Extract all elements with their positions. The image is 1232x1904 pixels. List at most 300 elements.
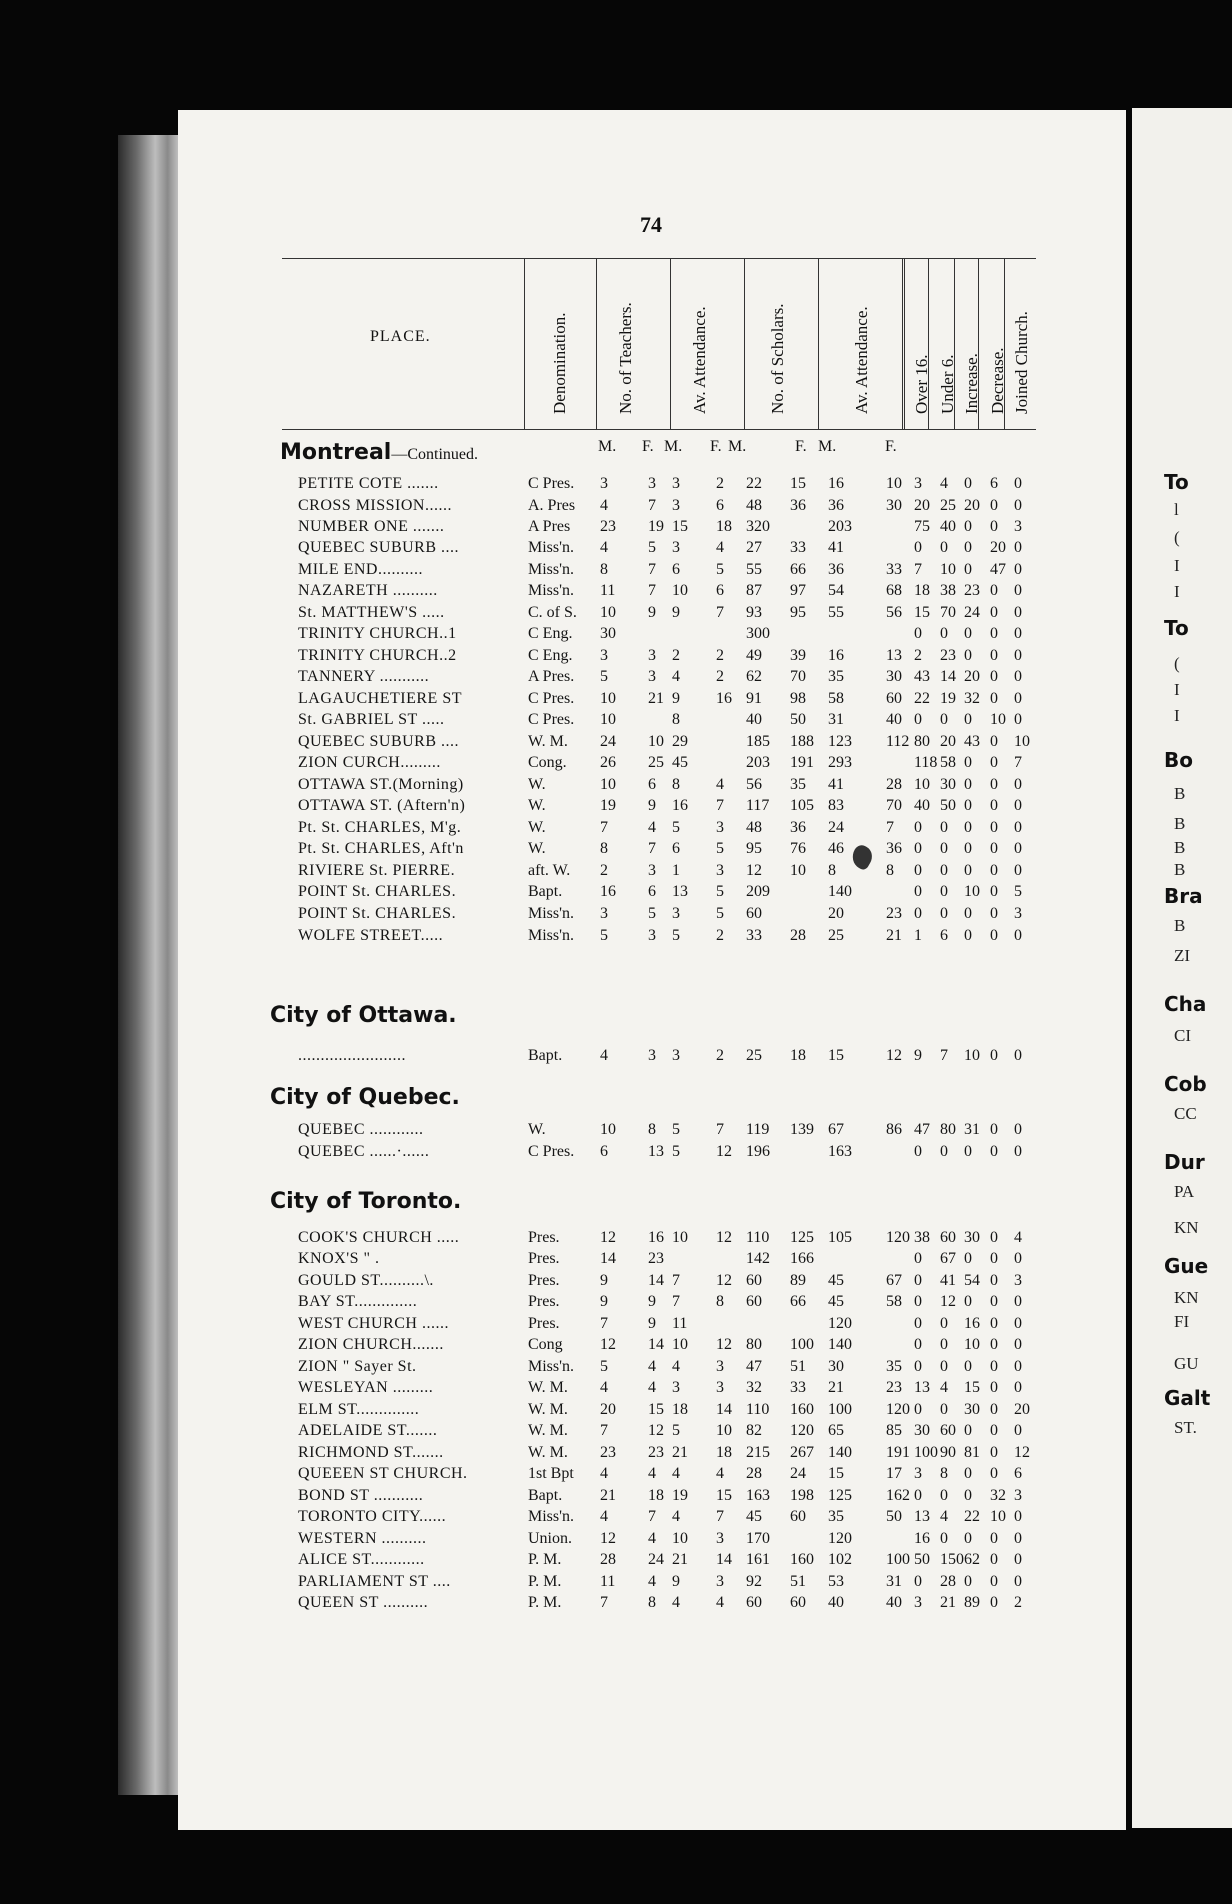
cell-pf: 12 xyxy=(886,1047,902,1064)
cell-u6: 38 xyxy=(940,582,956,599)
cell-jc: 3 xyxy=(1014,1487,1022,1504)
cell-inc: 10 xyxy=(964,1047,980,1064)
cell-inc: 62 xyxy=(964,1551,980,1568)
cell-place: TORONTO CITY...... xyxy=(298,1508,447,1525)
cell-denom: Bapt. xyxy=(528,883,563,900)
cell-inc: 0 xyxy=(964,1143,972,1160)
teachers-attendance-header: Av. Attendance. xyxy=(690,306,709,414)
table-row xyxy=(0,1293,1140,1314)
cell-am: 1 xyxy=(672,862,680,879)
cell-o16: 43 xyxy=(914,668,930,685)
table-row xyxy=(0,1508,1140,1529)
cell-place: ADELAIDE ST....... xyxy=(298,1422,438,1439)
cell-u6: 6 xyxy=(940,927,948,944)
cell-am: 3 xyxy=(672,539,680,556)
cell-o16: 0 xyxy=(914,1487,922,1504)
cell-place: QUEBEC ............ xyxy=(298,1121,424,1138)
cell-af: 2 xyxy=(716,1047,724,1064)
cell-place: ELM ST.............. xyxy=(298,1401,420,1418)
cell-dec: 0 xyxy=(990,497,998,514)
cell-sf: 51 xyxy=(790,1358,806,1375)
cell-jc: 0 xyxy=(1014,539,1022,556)
cell-denom: Union. xyxy=(528,1530,572,1547)
cell-place: GOULD ST..........\. xyxy=(298,1272,434,1289)
cell-af: 2 xyxy=(716,927,724,944)
cell-inc: 0 xyxy=(964,862,972,879)
cell-tf: 4 xyxy=(648,1379,656,1396)
cell-dec: 0 xyxy=(990,927,998,944)
cell-tf: 10 xyxy=(648,733,664,750)
cell-dec: 0 xyxy=(990,1444,998,1461)
cell-sm: 203 xyxy=(746,754,770,771)
cell-am: 3 xyxy=(672,905,680,922)
cell-sf: 24 xyxy=(790,1465,806,1482)
table-row xyxy=(0,1229,1140,1250)
cell-inc: 32 xyxy=(964,690,980,707)
cell-o16: 22 xyxy=(914,690,930,707)
cell-sf: 160 xyxy=(790,1551,814,1568)
cell-tf: 4 xyxy=(648,1358,656,1375)
cell-jc: 0 xyxy=(1014,1379,1022,1396)
cell-pm: 140 xyxy=(828,1336,852,1353)
cell-am: 3 xyxy=(672,475,680,492)
cell-o16: 20 xyxy=(914,497,930,514)
cell-pf: 56 xyxy=(886,604,902,621)
facing-heading-fragment: To xyxy=(1164,616,1189,640)
cell-o16: 47 xyxy=(914,1121,930,1138)
cell-inc: 23 xyxy=(964,582,980,599)
cell-pm: 55 xyxy=(828,604,844,621)
cell-place: MILE END.......... xyxy=(298,561,423,578)
cell-am: 19 xyxy=(672,1487,688,1504)
cell-o16: 15 xyxy=(914,604,930,621)
cell-sf: 15 xyxy=(790,475,806,492)
increase-header: Increase. xyxy=(962,353,981,414)
cell-am: 7 xyxy=(672,1293,680,1310)
cell-u6: 8 xyxy=(940,1465,948,1482)
facing-text-fragment: CI xyxy=(1174,1026,1191,1045)
cell-tf: 7 xyxy=(648,1508,656,1525)
cell-o16: 0 xyxy=(914,1336,922,1353)
cell-tf: 23 xyxy=(648,1444,664,1461)
cell-tf: 18 xyxy=(648,1487,664,1504)
cell-inc: 20 xyxy=(964,497,980,514)
facing-text-fragment: I xyxy=(1174,582,1180,601)
cell-sm: 55 xyxy=(746,561,762,578)
cell-dec: 0 xyxy=(990,905,998,922)
cell-sm: 60 xyxy=(746,1293,762,1310)
cell-tm: 16 xyxy=(600,883,616,900)
cell-dec: 0 xyxy=(990,1250,998,1267)
cell-tf: 7 xyxy=(648,561,656,578)
table-row xyxy=(0,518,1140,539)
cell-af: 7 xyxy=(716,1508,724,1525)
cell-tm: 7 xyxy=(600,819,608,836)
cell-jc: 0 xyxy=(1014,1573,1022,1590)
cell-o16: 0 xyxy=(914,1358,922,1375)
cell-place: NUMBER ONE ....... xyxy=(298,518,445,535)
cell-pm: 16 xyxy=(828,475,844,492)
cell-tf: 4 xyxy=(648,819,656,836)
table-row xyxy=(0,1487,1140,1508)
cell-am: 4 xyxy=(672,1594,680,1611)
facing-text-fragment: KN xyxy=(1174,1288,1199,1307)
table-row xyxy=(0,668,1140,689)
cell-denom: Miss'n. xyxy=(528,582,575,599)
table-row xyxy=(0,539,1140,560)
cell-pf: 13 xyxy=(886,647,902,664)
cell-o16: 0 xyxy=(914,711,922,728)
cell-pf: 40 xyxy=(886,711,902,728)
table-row xyxy=(0,1465,1140,1486)
cell-pm: 40 xyxy=(828,1594,844,1611)
cell-am: 7 xyxy=(672,1272,680,1289)
cell-tm: 11 xyxy=(600,582,616,599)
cell-pm: 15 xyxy=(828,1465,844,1482)
cell-place: QUEBEC SUBURB .... xyxy=(298,733,460,750)
cell-am: 21 xyxy=(672,1551,688,1568)
cell-inc: 81 xyxy=(964,1444,980,1461)
scholars-attendance-header: Av. Attendance. xyxy=(852,306,871,414)
cell-jc: 0 xyxy=(1014,497,1022,514)
cell-jc: 0 xyxy=(1014,1422,1022,1439)
cell-inc: 0 xyxy=(964,1358,972,1375)
cell-inc: 54 xyxy=(964,1272,980,1289)
cell-af: 18 xyxy=(716,1444,732,1461)
cell-denom: W. xyxy=(528,819,546,836)
cell-denom: A Pres. xyxy=(528,668,575,685)
cell-tm: 3 xyxy=(600,647,608,664)
cell-am: 8 xyxy=(672,711,680,728)
cell-dec: 32 xyxy=(990,1487,1006,1504)
cell-am: 5 xyxy=(672,819,680,836)
cell-sf: 89 xyxy=(790,1272,806,1289)
place-header: PLACE. xyxy=(370,328,431,345)
cell-sm: 60 xyxy=(746,1272,762,1289)
cell-o16: 16 xyxy=(914,1530,930,1547)
cell-sm: 185 xyxy=(746,733,770,750)
cell-pf: 85 xyxy=(886,1422,902,1439)
cell-jc: 0 xyxy=(1014,711,1022,728)
table-row xyxy=(0,1422,1140,1443)
cell-inc: 0 xyxy=(964,475,972,492)
cell-dec: 0 xyxy=(990,819,998,836)
cell-u6: 0 xyxy=(940,840,948,857)
cell-denom: Pres. xyxy=(528,1293,560,1310)
cell-tm: 10 xyxy=(600,1121,616,1138)
cell-o16: 75 xyxy=(914,518,930,535)
cell-tf: 9 xyxy=(648,1293,656,1310)
cell-pm: 293 xyxy=(828,754,852,771)
cell-inc: 0 xyxy=(964,1422,972,1439)
cell-u6: 7 xyxy=(940,1047,948,1064)
cell-tf: 16 xyxy=(648,1229,664,1246)
cell-pf: 100 xyxy=(886,1551,910,1568)
cell-place: TRINITY CHURCH..2 xyxy=(298,647,457,664)
cell-denom: C Eng. xyxy=(528,647,573,664)
cell-pf: 10 xyxy=(886,475,902,492)
cell-pf: 7 xyxy=(886,819,894,836)
cell-place: Pt. St. CHARLES, Aft'n xyxy=(298,840,464,857)
cell-pf: 86 xyxy=(886,1121,902,1138)
cell-af: 3 xyxy=(716,1530,724,1547)
cell-tf: 21 xyxy=(648,690,664,707)
cell-sf: 76 xyxy=(790,840,806,857)
cell-denom: Miss'n. xyxy=(528,1508,575,1525)
cell-tm: 4 xyxy=(600,539,608,556)
cell-inc: 15 xyxy=(964,1379,980,1396)
cell-jc: 0 xyxy=(1014,690,1022,707)
cell-af: 3 xyxy=(716,1573,724,1590)
cell-pf: 17 xyxy=(886,1465,902,1482)
table-row xyxy=(0,1379,1140,1400)
table-row xyxy=(0,475,1140,496)
cell-tf: 6 xyxy=(648,776,656,793)
table-row xyxy=(0,1336,1140,1357)
table-row xyxy=(0,625,1140,646)
cell-am: 15 xyxy=(672,518,688,535)
over16-header: Over 16. xyxy=(912,354,931,414)
cell-af: 7 xyxy=(716,1121,724,1138)
cell-o16: 0 xyxy=(914,1573,922,1590)
cell-sf: 125 xyxy=(790,1229,814,1246)
cell-place: ALICE ST............ xyxy=(298,1551,425,1568)
cell-tf: 4 xyxy=(648,1530,656,1547)
cell-u6: 23 xyxy=(940,647,956,664)
facing-heading-fragment: Gue xyxy=(1164,1254,1209,1278)
cell-pm: 45 xyxy=(828,1272,844,1289)
table-row xyxy=(0,647,1140,668)
table-row xyxy=(0,1401,1140,1422)
cell-sm: 45 xyxy=(746,1508,762,1525)
cell-dec: 0 xyxy=(990,1047,998,1064)
mf-label: M. xyxy=(598,438,617,455)
cell-dec: 0 xyxy=(990,1272,998,1289)
cell-dec: 0 xyxy=(990,1465,998,1482)
cell-o16: 0 xyxy=(914,840,922,857)
cell-jc: 2 xyxy=(1014,1594,1022,1611)
cell-o16: 18 xyxy=(914,582,930,599)
cell-u6: 41 xyxy=(940,1272,956,1289)
cell-pf: 60 xyxy=(886,690,902,707)
cell-am: 5 xyxy=(672,1143,680,1160)
cell-sm: 22 xyxy=(746,475,762,492)
cell-pf: 8 xyxy=(886,862,894,879)
cell-tf: 9 xyxy=(648,1315,656,1332)
cell-u6: 21 xyxy=(940,1594,956,1611)
facing-text-fragment: I xyxy=(1174,556,1180,575)
cell-denom: Pres. xyxy=(528,1315,560,1332)
cell-tm: 14 xyxy=(600,1250,616,1267)
cell-u6: 4 xyxy=(940,475,948,492)
cell-dec: 0 xyxy=(990,582,998,599)
cell-am: 3 xyxy=(672,1047,680,1064)
page-number: 74 xyxy=(640,212,662,237)
cell-tm: 12 xyxy=(600,1229,616,1246)
cell-tm: 23 xyxy=(600,518,616,535)
cell-inc: 89 xyxy=(964,1594,980,1611)
cell-inc: 0 xyxy=(964,1465,972,1482)
cell-pf: 21 xyxy=(886,927,902,944)
cell-pm: 21 xyxy=(828,1379,844,1396)
cell-af: 10 xyxy=(716,1422,732,1439)
cell-u6: 0 xyxy=(940,1530,948,1547)
cell-denom: W. M. xyxy=(528,733,568,750)
cell-pf: 35 xyxy=(886,1358,902,1375)
cell-place: QUEBEC ......·...... xyxy=(298,1143,430,1160)
cell-jc: 0 xyxy=(1014,862,1022,879)
facing-text-fragment: B xyxy=(1174,916,1186,935)
cell-place: QUEEEN ST CHURCH. xyxy=(298,1465,468,1482)
cell-am: 21 xyxy=(672,1444,688,1461)
cell-af: 3 xyxy=(716,819,724,836)
table-row xyxy=(0,776,1140,797)
cell-dec: 0 xyxy=(990,862,998,879)
cell-af: 5 xyxy=(716,883,724,900)
cell-pm: 8 xyxy=(828,862,836,879)
decrease-header: Decrease. xyxy=(988,347,1007,414)
cell-tf: 14 xyxy=(648,1336,664,1353)
under6-header: Under 6. xyxy=(938,354,957,414)
cell-pm: 41 xyxy=(828,776,844,793)
cell-pm: 36 xyxy=(828,561,844,578)
cell-jc: 6 xyxy=(1014,1465,1022,1482)
table-row xyxy=(0,497,1140,518)
cell-tm: 7 xyxy=(600,1422,608,1439)
cell-denom: W. xyxy=(528,797,546,814)
facing-text-fragment: B xyxy=(1174,860,1186,879)
cell-af: 3 xyxy=(716,1358,724,1375)
table-row xyxy=(0,883,1140,904)
cell-o16: 50 xyxy=(914,1551,930,1568)
cell-am: 4 xyxy=(672,668,680,685)
cell-inc: 0 xyxy=(964,539,972,556)
cell-pf: 36 xyxy=(886,840,902,857)
cell-place: ........................ xyxy=(298,1047,406,1064)
cell-pm: 125 xyxy=(828,1487,852,1504)
cell-place: OTTAWA ST.(Morning) xyxy=(298,776,464,793)
cell-pm: 35 xyxy=(828,1508,844,1525)
cell-place: RICHMOND ST....... xyxy=(298,1444,444,1461)
cell-am: 13 xyxy=(672,883,688,900)
mf-label: F. xyxy=(642,438,654,455)
cell-pf: 33 xyxy=(886,561,902,578)
cell-tf: 4 xyxy=(648,1465,656,1482)
table-row xyxy=(0,1121,1140,1142)
cell-pm: 16 xyxy=(828,647,844,664)
cell-o16: 3 xyxy=(914,1594,922,1611)
cell-dec: 20 xyxy=(990,539,1006,556)
cell-dec: 10 xyxy=(990,711,1006,728)
cell-pm: 120 xyxy=(828,1530,852,1547)
cell-place: TANNERY ........... xyxy=(298,668,430,685)
cell-u6: 60 xyxy=(940,1422,956,1439)
cell-sm: 320 xyxy=(746,518,770,535)
cell-af: 16 xyxy=(716,690,732,707)
cell-pm: 100 xyxy=(828,1401,852,1418)
cell-dec: 0 xyxy=(990,1293,998,1310)
cell-pf: 112 xyxy=(886,733,910,750)
facing-text-fragment: B xyxy=(1174,838,1186,857)
table-row xyxy=(0,905,1140,926)
scholars-header: No. of Scholars. xyxy=(768,303,787,414)
cell-dec: 0 xyxy=(990,1573,998,1590)
cell-u6: 0 xyxy=(940,711,948,728)
cell-tf: 5 xyxy=(648,905,656,922)
cell-jc: 7 xyxy=(1014,754,1022,771)
cell-u6: 0 xyxy=(940,905,948,922)
cell-sm: 25 xyxy=(746,1047,762,1064)
cell-tm: 19 xyxy=(600,797,616,814)
cell-denom: C Pres. xyxy=(528,1143,575,1160)
cell-place: ZION CHURCH....... xyxy=(298,1336,444,1353)
cell-jc: 0 xyxy=(1014,1121,1022,1138)
cell-am: 18 xyxy=(672,1401,688,1418)
cell-denom: Pres. xyxy=(528,1250,560,1267)
cell-am: 3 xyxy=(672,1379,680,1396)
cell-dec: 0 xyxy=(990,604,998,621)
cell-tf: 14 xyxy=(648,1272,664,1289)
cell-af: 6 xyxy=(716,497,724,514)
cell-tm: 4 xyxy=(600,1047,608,1064)
cell-am: 5 xyxy=(672,1121,680,1138)
cell-af: 4 xyxy=(716,1465,724,1482)
cell-jc: 0 xyxy=(1014,625,1022,642)
cell-tm: 7 xyxy=(600,1315,608,1332)
cell-denom: 1st Bpt xyxy=(528,1465,574,1482)
cell-place: PETITE COTE ....... xyxy=(298,475,439,492)
cell-dec: 0 xyxy=(990,1358,998,1375)
cell-dec: 0 xyxy=(990,1379,998,1396)
cell-sf: 188 xyxy=(790,733,814,750)
cell-tm: 28 xyxy=(600,1551,616,1568)
cell-sm: 110 xyxy=(746,1401,770,1418)
cell-inc: 0 xyxy=(964,1487,972,1504)
cell-inc: 0 xyxy=(964,1530,972,1547)
cell-place: LAGAUCHETIERE ST xyxy=(298,690,462,707)
cell-o16: 3 xyxy=(914,475,922,492)
cell-af: 7 xyxy=(716,604,724,621)
cell-denom: Miss'n. xyxy=(528,539,575,556)
cell-tm: 2 xyxy=(600,862,608,879)
cell-pf: 40 xyxy=(886,1594,902,1611)
cell-denom: Bapt. xyxy=(528,1047,563,1064)
cell-sm: 33 xyxy=(746,927,762,944)
cell-pf: 68 xyxy=(886,582,902,599)
cell-u6: 0 xyxy=(940,539,948,556)
cell-tf: 24 xyxy=(648,1551,664,1568)
cell-o16: 3 xyxy=(914,1465,922,1482)
facing-text-fragment: l xyxy=(1174,500,1179,519)
cell-u6: 0 xyxy=(940,1143,948,1160)
facing-text-fragment: KN xyxy=(1174,1218,1199,1237)
cell-inc: 0 xyxy=(964,927,972,944)
cell-af: 2 xyxy=(716,647,724,664)
cell-inc: 10 xyxy=(964,1336,980,1353)
cell-jc: 0 xyxy=(1014,1508,1022,1525)
cell-af: 7 xyxy=(716,797,724,814)
cell-u6: 4 xyxy=(940,1379,948,1396)
cell-denom: A Pres xyxy=(528,518,571,535)
cell-af: 12 xyxy=(716,1229,732,1246)
cell-pm: 58 xyxy=(828,690,844,707)
cell-sf: 166 xyxy=(790,1250,814,1267)
cell-denom: C Pres. xyxy=(528,711,575,728)
cell-tf: 13 xyxy=(648,1143,664,1160)
cell-tf: 3 xyxy=(648,475,656,492)
cell-af: 4 xyxy=(716,776,724,793)
cell-am: 45 xyxy=(672,754,688,771)
